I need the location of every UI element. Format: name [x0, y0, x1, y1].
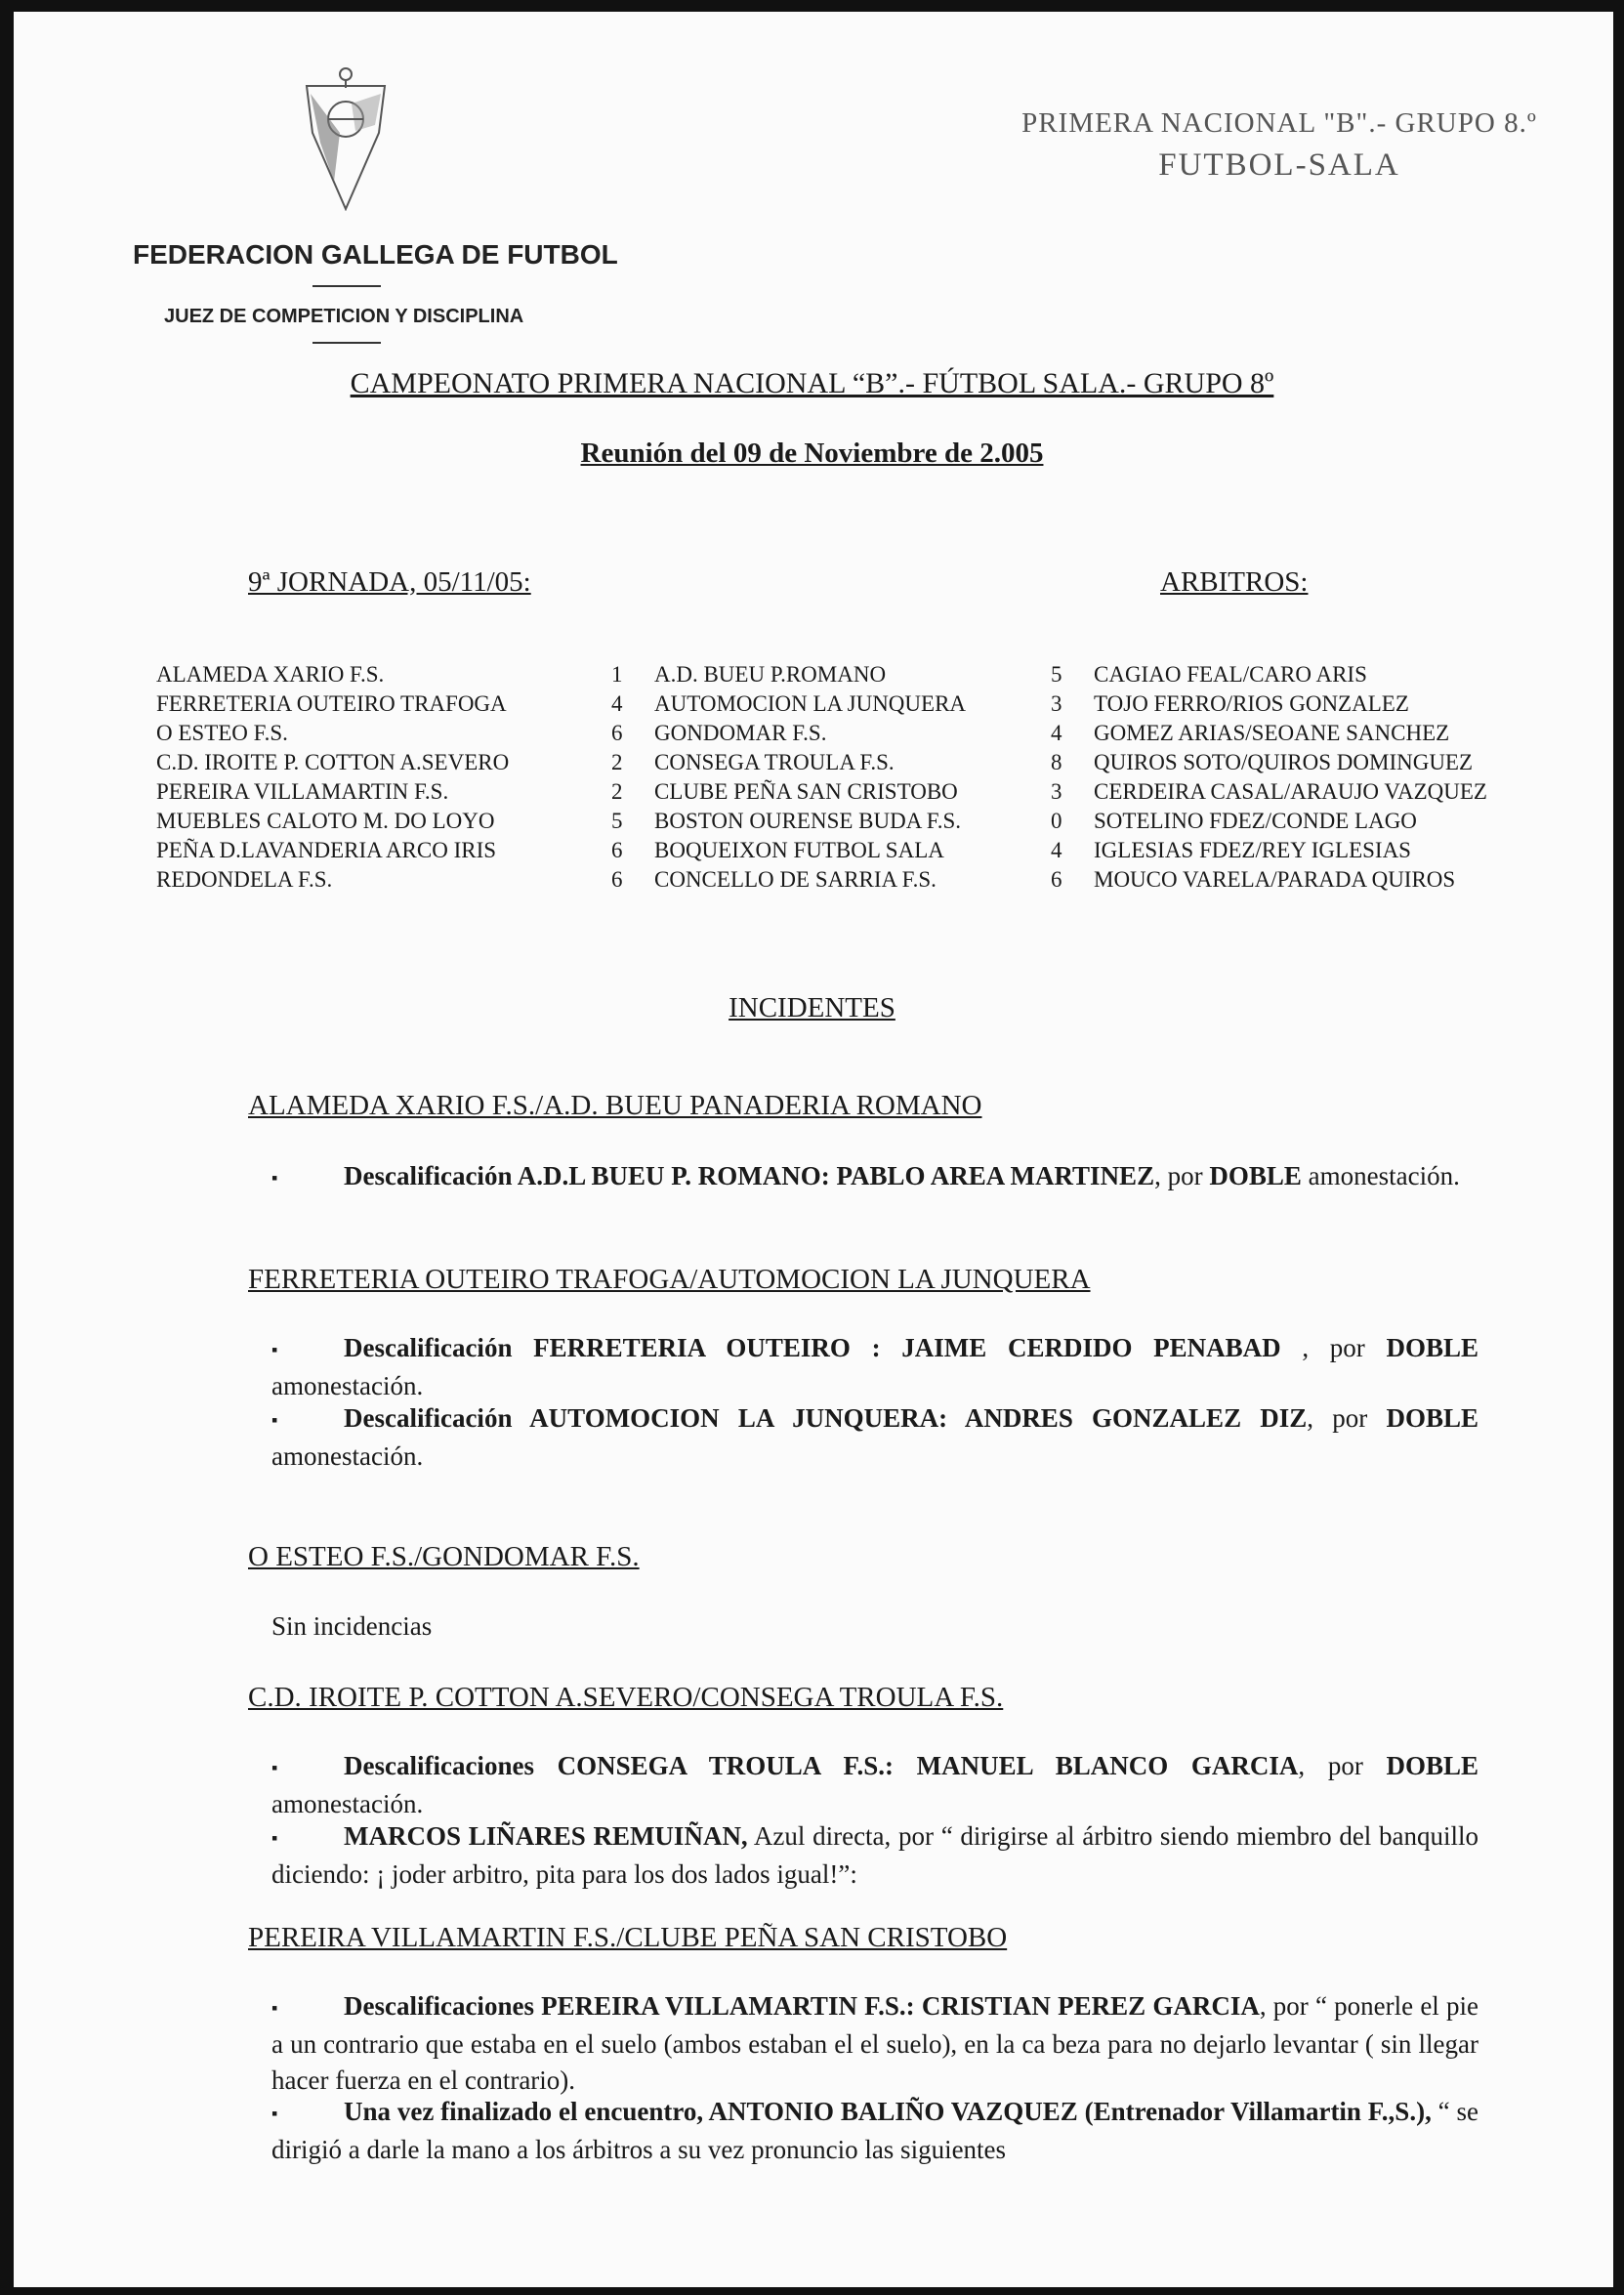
results-table [156, 660, 1487, 895]
incident-text: amonestación. [271, 1789, 424, 1819]
bullet-icon: ▪ [271, 1828, 278, 1849]
home-score: 6 [611, 867, 623, 892]
incident-text: , por [1307, 1403, 1387, 1433]
match-heading: C.D. IROITE P. COTTON A.SEVERO/CONSEGA TROULA F.S. [248, 1682, 1004, 1713]
home-score: 6 [611, 838, 623, 862]
incident-text: amonestación. [271, 1371, 424, 1401]
incident-item [271, 1988, 1478, 2099]
home-team: REDONDELA F.S. [156, 867, 333, 892]
away-team: CLUBE PEÑA SAN CRISTOBO [654, 779, 958, 804]
bullet-icon: ▪ [271, 1998, 278, 2019]
incident-bold: MARCOS LIÑARES REMUIÑAN, [344, 1821, 748, 1851]
home-team: C.D. IROITE P. COTTON A.SEVERO [156, 750, 510, 774]
incident-text: , por [1280, 1333, 1387, 1362]
incident-text: , por [1298, 1751, 1387, 1780]
incidents-heading: INCIDENTES [729, 992, 895, 1023]
divider [312, 285, 381, 287]
table-row [156, 748, 1487, 777]
home-score: 2 [611, 750, 623, 774]
referees: CERDEIRA CASAL/ARAUJO VAZQUEZ [1094, 779, 1487, 804]
table-row [156, 836, 1487, 865]
table-row [156, 807, 1487, 836]
away-score: 3 [1051, 691, 1062, 716]
away-score: 3 [1051, 779, 1062, 804]
bullet-icon: ▪ [271, 1340, 278, 1360]
home-score: 5 [611, 809, 623, 833]
home-team: O ESTEO F.S. [156, 721, 288, 745]
incident-bold: DOBLE [1209, 1161, 1302, 1190]
referees-heading: ARBITROS: [1160, 566, 1309, 598]
federation-crest-icon [301, 64, 391, 211]
incident-bold: DOBLE [1386, 1403, 1478, 1433]
bullet-icon: ▪ [271, 1410, 278, 1431]
match-heading: ALAMEDA XARIO F.S./A.D. BUEU PANADERIA ROMANO [248, 1090, 982, 1121]
table-row [156, 719, 1487, 748]
away-score: 5 [1051, 662, 1062, 687]
referees: GOMEZ ARIAS/SEOANE SANCHEZ [1094, 721, 1450, 745]
home-team: FERRETERIA OUTEIRO TRAFOGA [156, 691, 507, 716]
home-score: 6 [611, 721, 623, 745]
table-row [156, 689, 1487, 719]
home-score: 4 [611, 691, 623, 716]
document-title: CAMPEONATO PRIMERA NACIONAL “B”.- FÚTBOL SALA.- GRUPO 8º [350, 367, 1274, 399]
away-score: 6 [1051, 867, 1062, 892]
away-team: AUTOMOCION LA JUNQUERA [654, 691, 967, 716]
referees: TOJO FERRO/RIOS GONZALEZ [1094, 691, 1409, 716]
incident-text: “ se dirigió a darle la mano a los árbitros a su vez pronuncio las siguientes [271, 2097, 1478, 2165]
away-team: BOSTON OURENSE BUDA F.S. [654, 809, 962, 833]
match-heading: FERRETERIA OUTEIRO TRAFOGA/AUTOMOCION LA JUNQUERA [248, 1264, 1091, 1295]
away-team: A.D. BUEU P.ROMANO [654, 662, 887, 687]
away-team: CONSEGA TROULA F.S. [654, 750, 895, 774]
bullet-icon: ▪ [271, 2104, 278, 2124]
home-team: PEREIRA VILLAMARTIN F.S. [156, 779, 449, 804]
bullet-icon: ▪ [271, 1168, 278, 1189]
incident-text: amonestación. [271, 1441, 424, 1472]
home-team: PEÑA D.LAVANDERIA ARCO IRIS [156, 838, 497, 862]
away-score: 8 [1051, 750, 1062, 774]
table-row [156, 777, 1487, 807]
referees: IGLESIAS FDEZ/REY IGLESIAS [1094, 838, 1411, 862]
match-heading: O ESTEO F.S./GONDOMAR F.S. [248, 1541, 640, 1572]
incident-bold: Descalificación FERRETERIA OUTEIRO : JAIME CERDIDO PENABAD [344, 1333, 1281, 1362]
incident-item [271, 1158, 1478, 1196]
home-team: MUEBLES CALOTO M. DO LOYO [156, 809, 495, 833]
away-team: GONDOMAR F.S. [654, 721, 827, 745]
referees: CAGIAO FEAL/CARO ARIS [1094, 662, 1367, 687]
incident-item [271, 1330, 1478, 1404]
incident-item [271, 1748, 1478, 1822]
match-heading: PEREIRA VILLAMARTIN F.S./CLUBE PEÑA SAN CRISTOBO [248, 1922, 1008, 1953]
incident-item [271, 2094, 1478, 2168]
home-score: 1 [611, 662, 623, 687]
incident-bold: Descalificaciones CONSEGA TROULA F.S.: MANUEL BLANCO GARCIA [344, 1751, 1299, 1780]
home-score: 2 [611, 779, 623, 804]
federation-name: FEDERACION GALLEGA DE FUTBOL [133, 239, 618, 270]
incident-text: , por “ ponerle el pie a un contrario que estaba en el suelo (ambos estaban el el suelo), en la ca beza para no dejarlo levantar ( sin llegar hacer fuerza en el contrario). [271, 1991, 1478, 2096]
referees: MOUCO VARELA/PARADA QUIROS [1094, 867, 1456, 892]
incident-text: amonestación. [1301, 1161, 1460, 1190]
competition-line-1: PRIMERA NACIONAL "B".- GRUPO 8.º [1021, 107, 1537, 139]
table-row [156, 660, 1487, 689]
competition-line-2: FUTBOL-SALA [1158, 147, 1400, 183]
incident-text: , por [1154, 1161, 1210, 1190]
competition-header [889, 107, 1624, 184]
incident-bold: Descalificación A.D.L BUEU P. ROMANO: PABLO AREA MARTINEZ [344, 1161, 1155, 1190]
incident-item [271, 1818, 1478, 1893]
incident-bold: Descalificación AUTOMOCION LA JUNQUERA: ANDRES GONZALEZ DIZ [344, 1403, 1308, 1433]
incident-bold: Descalificaciones PEREIRA VILLAMARTIN F.S.: CRISTIAN PEREZ GARCIA [344, 1991, 1260, 2021]
incident-item [271, 1400, 1478, 1475]
incident-note: Sin incidencias [271, 1611, 433, 1641]
referees: QUIROS SOTO/QUIROS DOMINGUEZ [1094, 750, 1474, 774]
incident-bold: Una vez finalizado el encuentro, ANTONIO BALIÑO VAZQUEZ (Entrenador Villamartin F.,S.), [344, 2097, 1432, 2126]
committee-name: JUEZ DE COMPETICION Y DISCIPLINA [164, 306, 524, 327]
referees: SOTELINO FDEZ/CONDE LAGO [1094, 809, 1417, 833]
jornada-heading: 9ª JORNADA, 05/11/05: [248, 566, 531, 598]
incident-bold: DOBLE [1386, 1333, 1478, 1362]
incident-bold: DOBLE [1386, 1751, 1478, 1780]
incident-text: Azul directa, por “ dirigirse al árbitro siendo miembro del banquillo diciendo: ¡ joder arbitro, pita para los dos lados igual!”: [271, 1821, 1478, 1890]
away-score: 4 [1051, 721, 1062, 745]
table-row [156, 865, 1487, 895]
away-team: CONCELLO DE SARRIA F.S. [654, 867, 937, 892]
bullet-icon: ▪ [271, 1758, 278, 1778]
away-team: BOQUEIXON FUTBOL SALA [654, 838, 944, 862]
meeting-date: Reunión del 09 de Noviembre de 2.005 [580, 438, 1044, 469]
away-score: 4 [1051, 838, 1062, 862]
home-team: ALAMEDA XARIO F.S. [156, 662, 385, 687]
scan-border [0, 0, 14, 2295]
away-score: 0 [1051, 809, 1062, 833]
divider [312, 342, 381, 344]
